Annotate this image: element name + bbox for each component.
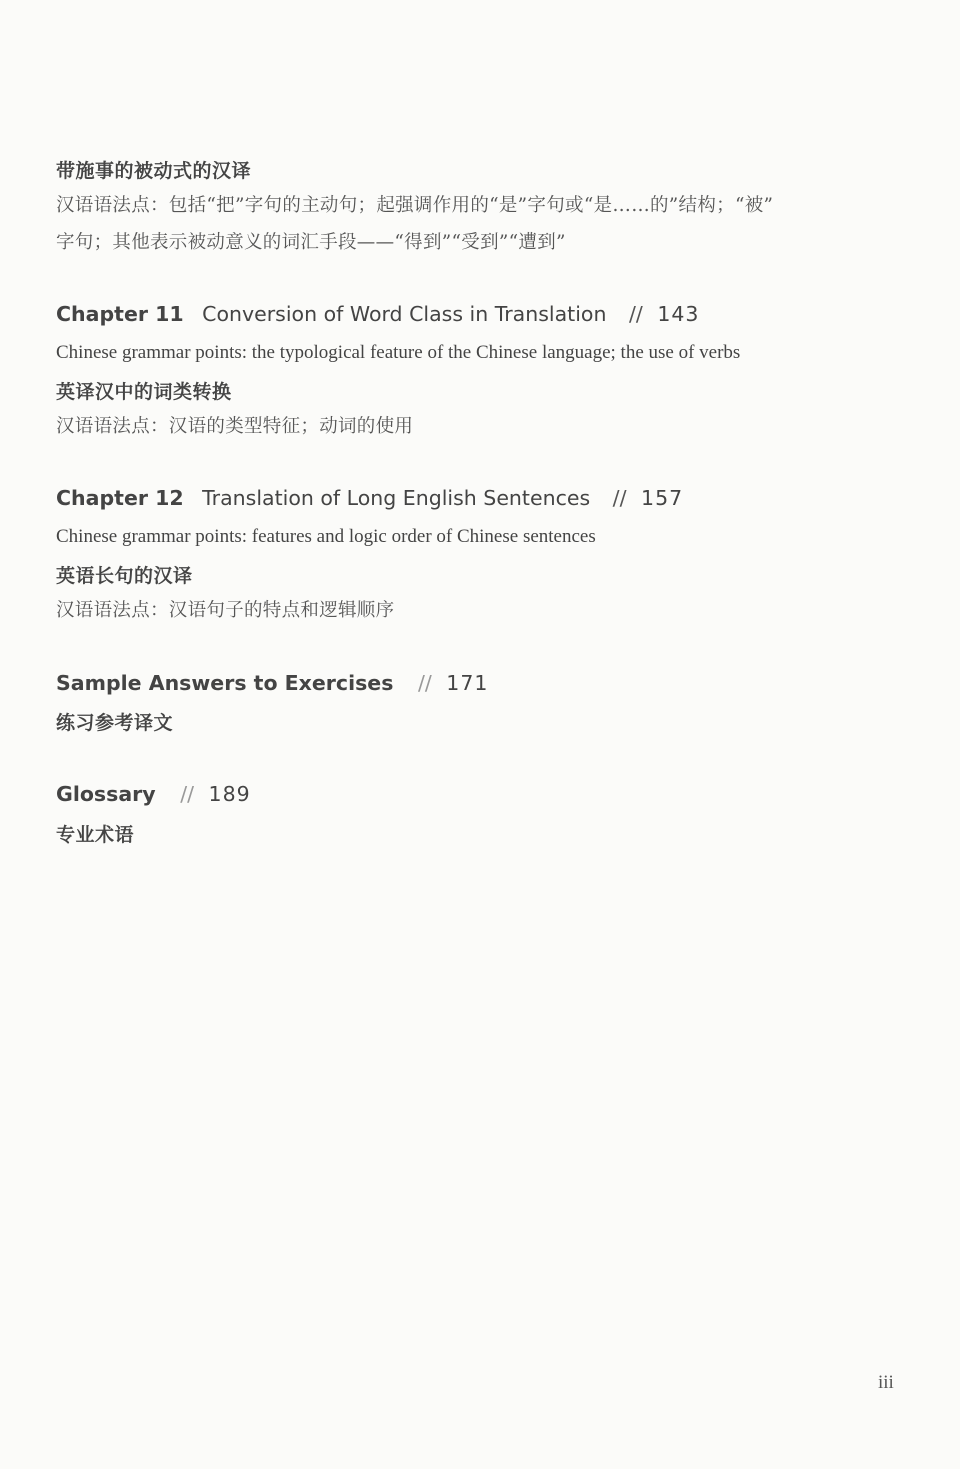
section-page-number: 171 <box>446 671 489 695</box>
page-separator: // <box>180 782 195 806</box>
chapter-12-entry[interactable] <box>56 486 683 510</box>
section-title-cn: 带施事的被动式的汉译 <box>56 160 252 182</box>
page-number: iii <box>878 1372 894 1393</box>
chapter-label: Chapter 11 <box>56 302 184 326</box>
grammar-points-cn: 汉语语法点：汉语句子的特点和逻辑顺序 <box>56 600 395 621</box>
chapter-title-cn: 英译汉中的词类转换 <box>56 381 232 403</box>
chapter-title[interactable]: Translation of Long English Sentences <box>202 486 591 510</box>
grammar-points-en: Chinese grammar points: the typological feature of the Chinese language; the use of verbs <box>56 342 741 363</box>
chapter-page-number: 143 <box>657 302 700 326</box>
page-separator: // <box>612 486 627 510</box>
section-title-cn: 练习参考译文 <box>56 712 174 734</box>
chapter-page-number: 157 <box>641 486 684 510</box>
grammar-points-cn: 汉语语法点：汉语的类型特征；动词的使用 <box>56 416 414 437</box>
grammar-line: 汉语语法点：包括“把”字句的主动句；起强调作用的“是”字句或“是……的”结构；“被” <box>56 195 774 216</box>
grammar-points-cn <box>56 187 906 261</box>
glossary-entry[interactable] <box>56 782 251 806</box>
grammar-line: 字句；其他表示被动意义的词汇手段——“得到”“受到”“遭到” <box>56 232 566 253</box>
chapter-title[interactable]: Conversion of Word Class in Translation <box>202 302 607 326</box>
chapter-title-cn: 英语长句的汉译 <box>56 565 193 587</box>
page-separator: // <box>417 671 432 695</box>
sample-answers-entry[interactable] <box>56 671 488 695</box>
page-separator: // <box>628 302 643 326</box>
chapter-11-entry[interactable] <box>56 302 699 326</box>
section-title-cn: 专业术语 <box>56 824 135 846</box>
section-page-number: 189 <box>208 782 251 806</box>
section-label[interactable]: Glossary <box>56 782 156 806</box>
section-label[interactable]: Sample Answers to Exercises <box>56 671 394 695</box>
grammar-points-en: Chinese grammar points: features and logic order of Chinese sentences <box>56 526 596 547</box>
chapter-label: Chapter 12 <box>56 486 184 510</box>
